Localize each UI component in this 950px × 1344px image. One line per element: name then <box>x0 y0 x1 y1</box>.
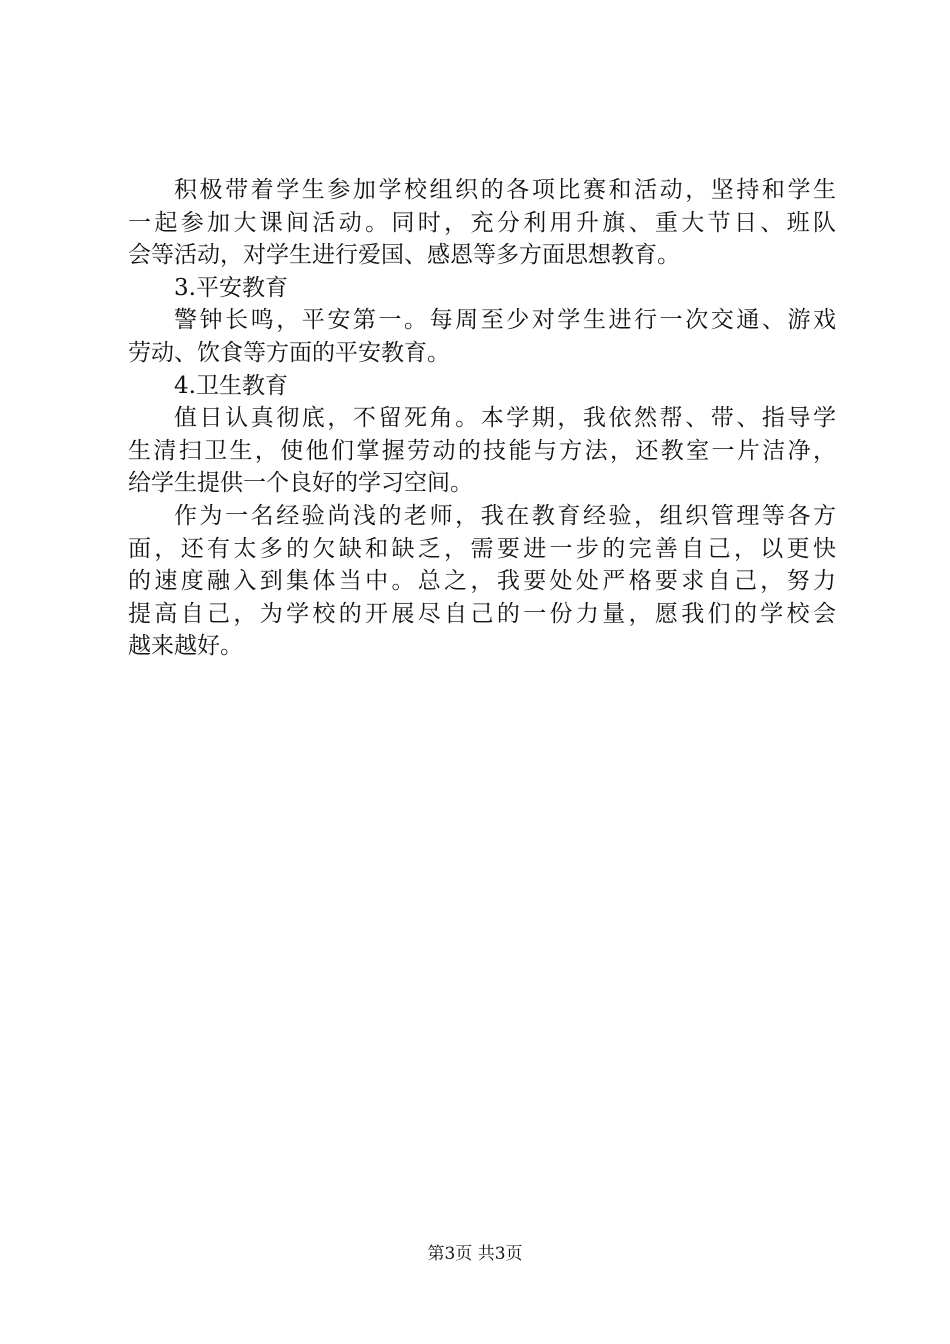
document-body <box>128 174 836 663</box>
section-heading-hygiene: 4.卫生教育 <box>174 372 288 399</box>
paragraph-1-line-2: 一起参加大课间活动。同时，充分利用升旗、重大节日、班队 <box>128 209 836 236</box>
paragraph-1-line-1: 积极带着学生参加学校组织的各项比赛和活动，坚持和学生 <box>174 177 836 203</box>
paragraph-2-line-2: 劳动、饮食等方面的平安教育。 <box>128 339 450 366</box>
page-number-footer: 第3页 共3页 <box>427 1244 523 1264</box>
paragraph-4-line-2: 面，还有太多的欠缺和缺乏，需要进一步的完善自己，以更快 <box>128 535 836 562</box>
paragraph-4-line-1: 作为一名经验尚浅的老师，我在教育经验，组织管理等各方 <box>174 502 836 529</box>
paragraph-3-line-1: 值日认真彻底，不留死角。本学期，我依然帮、带、指导学 <box>174 405 836 432</box>
paragraph-1-line-3: 会等活动，对学生进行爱国、感恩等多方面思想教育。 <box>128 242 680 269</box>
paragraph-2-line-1: 警钟长鸣，平安第一。每周至少对学生进行一次交通、游戏 <box>174 307 836 334</box>
paragraph-4-line-5: 越来越好。 <box>128 633 243 660</box>
paragraph-4-line-3: 的速度融入到集体当中。总之，我要处处严格要求自己，努力 <box>128 568 836 595</box>
paragraph-3-line-3: 给学生提供一个良好的学习空间。 <box>128 470 473 497</box>
paragraph-3-line-2: 生清扫卫生，使他们掌握劳动的技能与方法，还教室一片洁净， <box>128 437 836 464</box>
section-heading-safety: 3.平安教育 <box>174 274 288 301</box>
paragraph-4-line-4: 提高自己，为学校的开展尽自己的一份力量，愿我们的学校会 <box>128 600 836 627</box>
